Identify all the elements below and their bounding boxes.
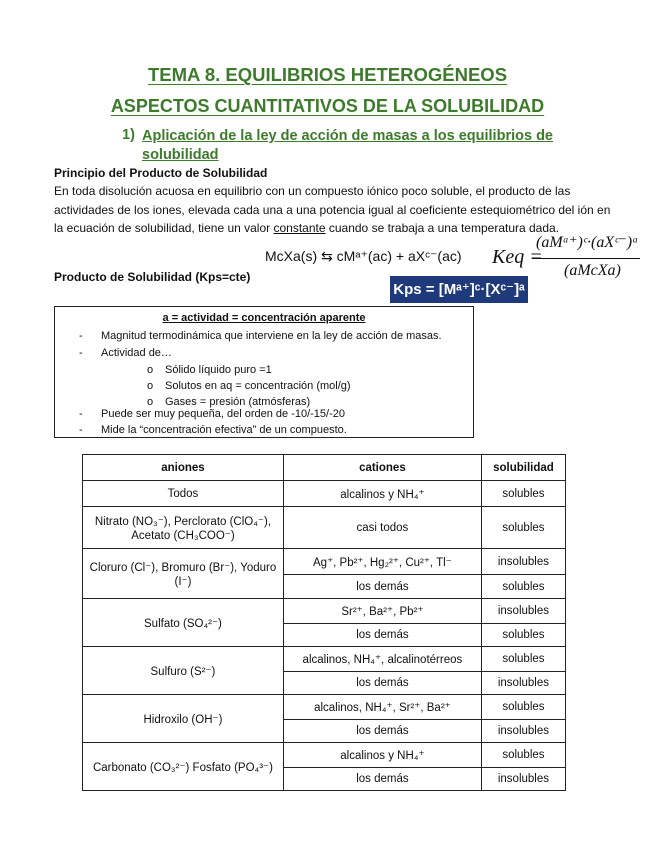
header-solubilidad: solubilidad <box>481 455 565 481</box>
solubility-cell: insolubles <box>481 768 565 791</box>
keq-formula: Keq = (aMᵃ⁺)ᶜ·(aXᶜ⁻)ᵃ (aMcXa) <box>492 234 639 279</box>
solubility-cell: insolubles <box>481 599 565 624</box>
solubility-cell: solubles <box>481 575 565 599</box>
section-number: 1) <box>122 127 135 143</box>
anion-cell: Cloruro (Cl⁻), Bromuro (Br⁻), Yoduro (I⁻) <box>83 549 284 599</box>
note-item: Magnitud termodinámica que interviene en la ley de acción de masas. <box>101 330 442 342</box>
section-title: Aplicación de la ley de acción de masas a los equilibrios de solubilidad <box>142 128 553 163</box>
cation-cell: los demás <box>283 672 481 695</box>
header-aniones: aniones <box>83 455 284 481</box>
note-subitem: Sólido líquido puro =1 <box>165 364 272 376</box>
solubility-cell: solubles <box>481 695 565 720</box>
page-title: TEMA 8. EQUILIBRIOS HETEROGÉNEOS <box>147 64 508 85</box>
anion-cell: Todos <box>83 481 284 507</box>
note-heading: a = actividad = concentración aparente <box>162 312 366 324</box>
cation-cell: alcalinos y NH₄⁺ <box>283 743 481 768</box>
note-item: Actividad de… <box>101 347 172 359</box>
cation-cell: casi todos <box>283 507 481 549</box>
note-item: Puede ser muy pequeña, del orden de -10/-15/-20 <box>101 408 345 420</box>
note-subitem: Gases = presión (atmósferas) <box>165 396 311 408</box>
cation-cell: Ag⁺, Pb²⁺, Hg₂²⁺, Cu²⁺, Tl⁻ <box>283 549 481 575</box>
cation-cell: alcalinos, NH₄⁺, alcalinotérreos <box>283 647 481 672</box>
solubility-cell: insolubles <box>481 672 565 695</box>
anion-cell: Nitrato (NO₃⁻), Perclorato (ClO₄⁻), Acetato (CH₃COO⁻) <box>83 507 284 549</box>
kps-heading: Producto de Solubilidad (Kps=cte) <box>54 270 251 284</box>
header-cationes: cationes <box>283 455 481 481</box>
solubility-cell: solubles <box>481 507 565 549</box>
anion-cell: Sulfuro (S²⁻) <box>83 647 284 695</box>
solubility-cell: solubles <box>481 624 565 647</box>
solubility-cell: solubles <box>481 743 565 768</box>
solubility-table <box>82 454 566 791</box>
principle-heading: Principio del Producto de Solubilidad <box>54 166 268 180</box>
note-subitem: Solutos en aq = concentración (mol/g) <box>165 380 351 392</box>
cation-cell: los demás <box>283 624 481 647</box>
anion-cell: Sulfato (SO₄²⁻) <box>83 599 284 647</box>
solubility-cell: solubles <box>481 647 565 672</box>
cation-cell: alcalinos y NH₄⁺ <box>283 481 481 507</box>
anion-cell: Carbonato (CO₃²⁻) Fosfato (PO₄³⁻) <box>83 743 284 791</box>
activity-note-box: a = actividad = concentración aparente - Magnitud termodinámica que interviene en la ley de acción de masas. - Actividad de… o Sólido líquido puro =1 o Solutos en aq = concentración (mol/g) o Gases = presión (atmósferas) - Puede ser muy pequeña, del orden de -10/-15/-20 - Mide la “concentración efectiva” de un compuesto. <box>54 306 474 438</box>
cation-cell: los demás <box>283 768 481 791</box>
anion-cell: Hidroxilo (OH⁻) <box>83 695 284 743</box>
cation-cell: los demás <box>283 575 481 599</box>
solubility-cell: insolubles <box>481 720 565 743</box>
solubility-cell: insolubles <box>481 549 565 575</box>
solubility-equation: McXa(s) ⇆ cMᵃ⁺(ac) + aXᶜ⁻(ac) <box>265 248 462 264</box>
cation-cell: Sr²⁺, Ba²⁺, Pb²⁺ <box>283 599 481 624</box>
principle-text: En toda disolución acuosa en equilibrio con un compuesto iónico poco soluble, el producto de las actividades de los iones, elevada cada una a una potencia igual al coeficiente estequiométrico del ión en la ecuación de solubilidad, tiene un valor constante cuando se trabaja a una temperatura dada. <box>54 184 611 235</box>
cation-cell: alcalinos, NH₄⁺, Sr²⁺, Ba²⁺ <box>283 695 481 720</box>
page-subtitle: ASPECTOS CUANTITATIVOS DE LA SOLUBILIDAD <box>110 96 545 116</box>
kps-formula: Kps = [Mᵃ⁺]ᶜ·[Xᶜ⁻]ᵃ <box>390 276 528 303</box>
solubility-cell: solubles <box>481 481 565 507</box>
note-item: Mide la “concentración efectiva” de un compuesto. <box>101 424 347 436</box>
cation-cell: los demás <box>283 720 481 743</box>
